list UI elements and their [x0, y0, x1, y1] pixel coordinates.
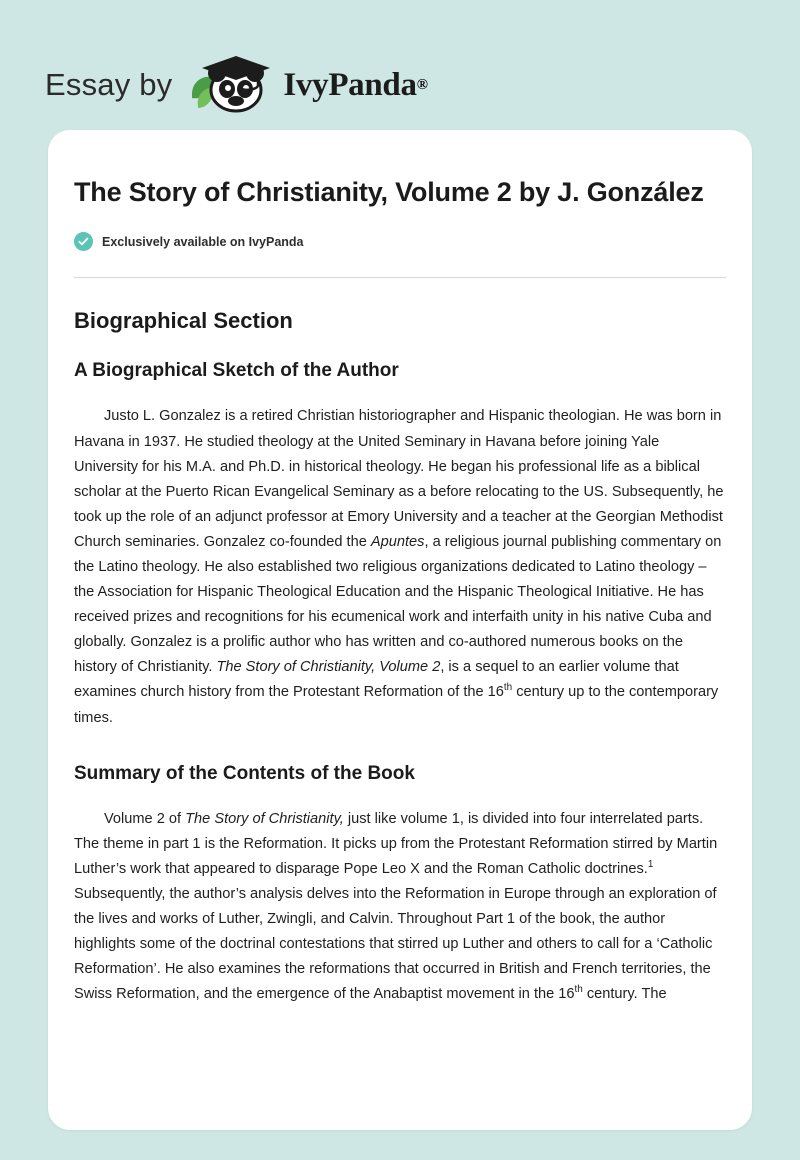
subsection-heading-1: Summary of the Contents of the Book: [74, 762, 415, 784]
exclusivity-badge: [74, 232, 726, 251]
page-title: The Story of Christianity, Volume 2 by J. González: [74, 177, 704, 207]
header-divider: [74, 277, 726, 278]
brand-header: [0, 0, 800, 130]
panda-graduate-icon: [184, 54, 279, 116]
document-card: [48, 130, 752, 1130]
subsection-heading-0: A Biographical Sketch of the Author: [74, 360, 399, 382]
check-circle-icon: [74, 232, 93, 251]
essay-by-label: Essay by: [45, 67, 173, 102]
ivypanda-logo[interactable]: [184, 54, 428, 116]
brand-registered-mark: ®: [416, 76, 428, 93]
section-heading: Biographical Section: [74, 308, 293, 334]
badge-label: Exclusively available on IvyPanda: [102, 234, 304, 249]
paragraph-1: Volume 2 of The Story of Christianity, just like volume 1, is divided into four interrelated parts. The theme in part 1 is the Reformation. It picks up from the Protestant Reformation stirred by Martin Luther’s work that appeared to disparage Pope Leo X and the Roman Catholic doctrines.$^1$ Subsequently, the author’s analysis delves into the Reformation in Europe through an exploration of the lives and works of Luther, Zwingli, and Calvin. Throughout Part 1 of the book, the author highlights some of the doctrinal contestations that stirred up Luther and others to call for a ‘Catholic Reformation’. He also examines the reformations that occurred in British and French territories, the Swiss Reformation, and the emergence of the Anabaptist movement in the 16th century. The: [74, 810, 718, 1003]
brand-name: IvyPanda: [283, 66, 417, 103]
paragraph-0: Justo L. Gonzalez is a retired Christian historiographer and Hispanic theologian. He was born in Havana in 1937. He studied theology at the United Seminary in Havana before joining Yale University for his M.A. and Ph.D. in historical theology. He began his professional life as a biblical scholar at the Puerto Rican Evangelical Seminary as a before relocating to the US. Subsequently, he took up the role of an adjunct professor at Emory University and a teacher at the Georgian Methodist Church seminaries. Gonzalez co-founded the Apuntes, a religious journal publishing commentary on the Latino theology. He also established two religious organizations dedicated to Latino theology – the Association for Hispanic Theological Education and the Hispanic Theological Initiative. He has received prizes and recognitions for his ecumenical work and interfaith unity in his native Cuba and globally. Gonzalez is a prolific author who has written and co-authored numerous books on the history of Christianity. The Story of Christianity, Volume 2, is a sequel to an earlier volume that examines church history from the Protestant Reformation of the 16th century up to the contemporary times.: [74, 408, 724, 726]
